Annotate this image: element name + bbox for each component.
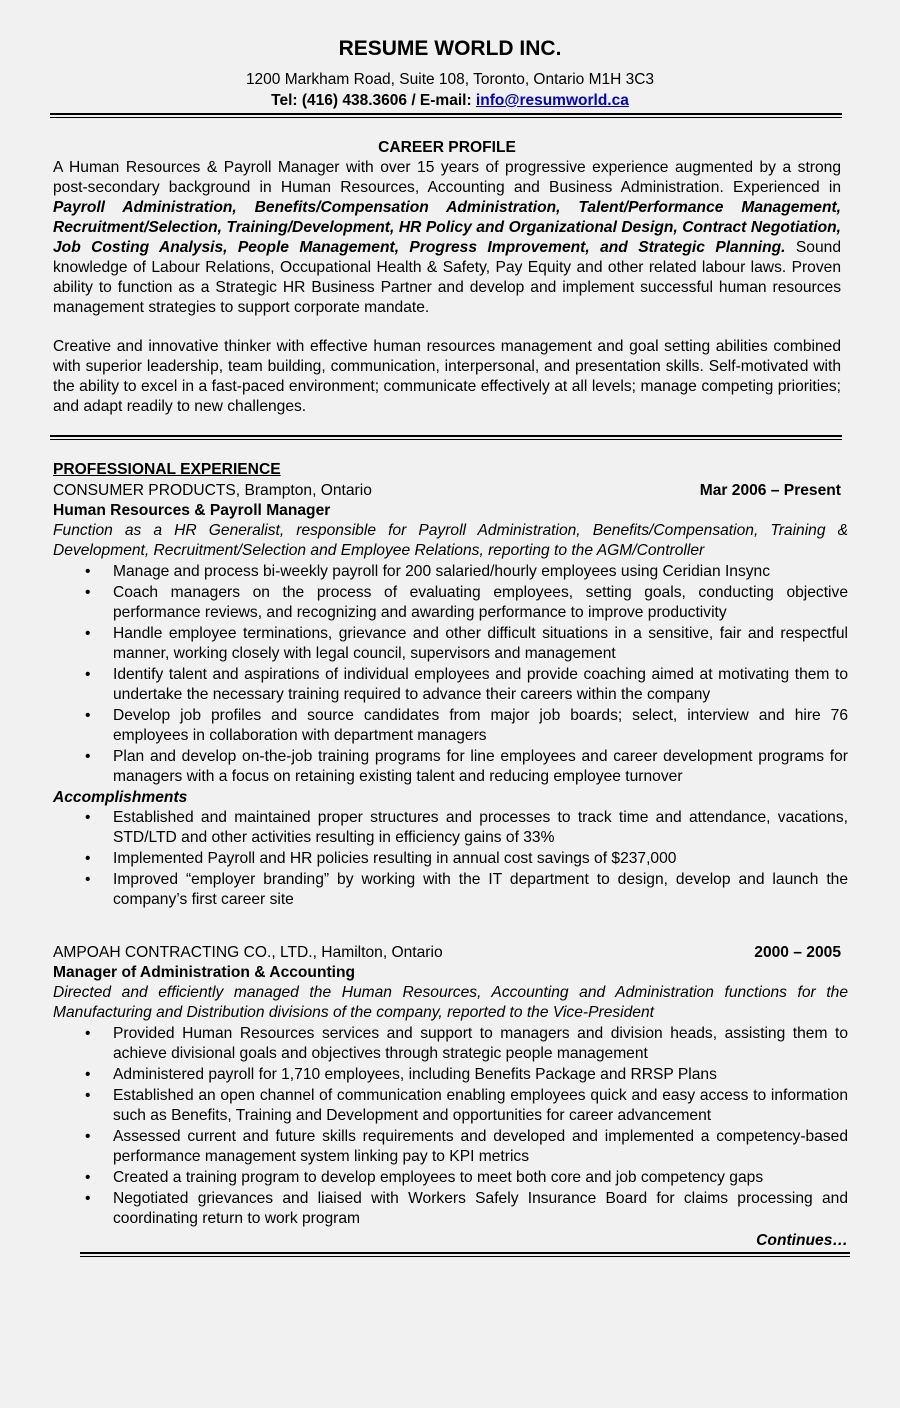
- bullet-item: [53, 562, 848, 582]
- experience-heading: PROFESSIONAL EXPERIENCE: [53, 461, 281, 478]
- career-profile: [53, 138, 841, 417]
- bullet-item: [53, 870, 848, 910]
- bullet-icon: •: [85, 666, 91, 683]
- job1-body: [53, 501, 848, 911]
- company-address: 1200 Markham Road, Suite 108, Toronto, Ontario M1H 3C3: [245, 71, 655, 88]
- job1-title: Human Resources & Payroll Manager: [53, 502, 331, 519]
- bullet-item: [53, 706, 848, 746]
- bullet-item: [53, 583, 848, 623]
- bullet-text: Established an open channel of communication enabling employees quick and easy access to information such as Benefits, Training and Development and opportunities for career advancement: [113, 1087, 848, 1124]
- accomplishments-heading: Accomplishments: [53, 789, 188, 806]
- continues-label: Continues…: [756, 1232, 848, 1249]
- bullet-icon: •: [85, 625, 91, 642]
- bullet-text: Implemented Payroll and HR policies resulting in annual cost savings of $237,000: [113, 850, 677, 867]
- job2-body: [53, 963, 848, 1230]
- bullet-icon: •: [85, 809, 91, 826]
- bullet-icon: •: [85, 1066, 91, 1083]
- job2-summary: Directed and efficiently managed the Human Resources, Accounting and Administration functions for the Manufacturing and Distribution divisions of the company, reported to the Vice-President: [53, 984, 848, 1021]
- profile-rule: [50, 435, 842, 440]
- bullet-icon: •: [85, 1190, 91, 1207]
- job1-summary: Function as a HR Generalist, responsible for Payroll Administration, Benefits/Compensation, Training & Development, Recruitment/Selection and Employee Relations, reporting to the AGM/Controller: [53, 522, 848, 559]
- bullet-text: Coach managers on the process of evaluating employees, setting goals, conducting objective performance reviews, and recognizing and awarding performance to improve productivity: [113, 584, 848, 621]
- bullet-text: Improved “employer branding” by working with the IT department to design, develop and launch the company’s first career site: [113, 871, 848, 908]
- company-name: RESUME WORLD INC.: [338, 37, 562, 60]
- contact-phone: Tel: (416) 438.3606 / E-mail:: [271, 92, 476, 109]
- bullet-item: [53, 624, 848, 664]
- job2-bullets: [53, 1024, 848, 1229]
- bullet-item: [53, 1189, 848, 1229]
- bullet-text: Negotiated grievances and liaised with Workers Safely Insurance Board for claims processing and coordinating return to work program: [113, 1190, 848, 1227]
- bullet-icon: •: [85, 584, 91, 601]
- bullet-item: [53, 849, 848, 869]
- company-contact: [0, 91, 900, 111]
- bullet-item: [53, 1168, 848, 1188]
- bullet-text: Handle employee terminations, grievance and other difficult situations in a sensitive, fair and respectful manner, working closely with legal council, supervisors and management: [113, 625, 848, 662]
- job2-company: AMPOAH CONTRACTING CO., LTD., Hamilton, Ontario: [53, 944, 443, 961]
- profile-text-outro: Sound knowledge of Labour Relations, Occupational Health & Safety, Pay Equity and other related labour laws. Proven ability to function as a Strategic HR Business Partner and develop and implement successful human resources management strategies to support corporate mandate.: [53, 239, 841, 316]
- job1-accomplishments: [53, 808, 848, 910]
- bullet-item: [53, 747, 848, 787]
- bullet-text: Administered payroll for 1,710 employees, including Benefits Package and RRSP Plans: [113, 1066, 717, 1083]
- bullet-text: Plan and develop on-the-job training programs for line employees and career development programs for managers with a focus on retaining existing talent and reducing employee turnover: [113, 748, 848, 785]
- bullet-icon: •: [85, 850, 91, 867]
- job1-header: [53, 481, 841, 501]
- bullet-text: Provided Human Resources services and support to managers and division heads, assisting them to achieve divisional goals and objectives through strategic people management: [113, 1025, 848, 1062]
- bullet-icon: •: [85, 1169, 91, 1186]
- job2-title: Manager of Administration & Accounting: [53, 964, 356, 981]
- bullet-text: Identify talent and aspirations of individual employees and provide coaching aimed at motivating them to undertake the necessary training required to advance their careers within the company: [113, 666, 848, 703]
- bullet-text: Manage and process bi-weekly payroll for 200 salaried/hourly employees using Ceridian Insync: [113, 563, 771, 580]
- profile-text-intro: A Human Resources & Payroll Manager with over 15 years of progressive experience augmented by a strong post-secondary background in Human Resources, Accounting and Business Administration. Experienced in: [53, 159, 841, 196]
- bullet-text: Develop job profiles and source candidates from major job boards; select, interview and hire 76 employees in collaboration with department managers: [113, 707, 848, 744]
- footer-rule: [80, 1252, 850, 1257]
- header-rule: [50, 113, 842, 118]
- job1-dates: Mar 2006 – Present: [699, 482, 841, 499]
- bullet-icon: •: [85, 748, 91, 765]
- bullet-item: [53, 1086, 848, 1126]
- bullet-icon: •: [85, 563, 91, 580]
- job2-header: [53, 943, 841, 963]
- bullet-item: [53, 1127, 848, 1167]
- career-profile-paragraph-1: [53, 158, 841, 318]
- bullet-icon: •: [85, 1087, 91, 1104]
- career-profile-paragraph-2: Creative and innovative thinker with effective human resources management and goal setting abilities combined with superior leadership, team building, communication, interpersonal, and presentation skills. Self-motivated with the ability to excel in a fast-paced environment; communicate effectively at all levels; manage competing priorities; and adapt readily to new challenges.: [53, 338, 841, 415]
- bullet-icon: •: [85, 1025, 91, 1042]
- job1-bullets: [53, 562, 848, 787]
- bullet-item: [53, 808, 848, 848]
- experience-heading-block: [53, 460, 841, 480]
- bullet-icon: •: [85, 871, 91, 888]
- bullet-icon: •: [85, 707, 91, 724]
- job1-company: CONSUMER PRODUCTS, Brampton, Ontario: [53, 482, 372, 499]
- bullet-item: [53, 1024, 848, 1064]
- email-link[interactable]: info@resumworld.ca: [475, 92, 629, 109]
- bullet-icon: •: [85, 1128, 91, 1145]
- profile-skills-text: Payroll Administration, Benefits/Compensation Administration, Talent/Performance Management, Recruitment/Selection, Training/Development, HR Policy and Organizational Design, Contract Negotiation, Job Costing Analysis, People Management, Progress Improvement, and Strategic Planning.: [53, 199, 841, 256]
- bullet-item: [53, 665, 848, 705]
- bullet-text: Established and maintained proper structures and processes to track time and attendance, vacations, STD/LTD and other activities resulting in efficiency gains of 33%: [113, 809, 848, 846]
- career-profile-heading: CAREER PROFILE: [378, 139, 516, 156]
- bullet-text: Assessed current and future skills requirements and developed and implemented a competency-based performance management system linking pay to KPI metrics: [113, 1128, 848, 1165]
- bullet-text: Created a training program to develop employees to meet both core and job competency gaps: [113, 1169, 764, 1186]
- bullet-item: [53, 1065, 848, 1085]
- job2-dates: 2000 – 2005: [754, 944, 841, 961]
